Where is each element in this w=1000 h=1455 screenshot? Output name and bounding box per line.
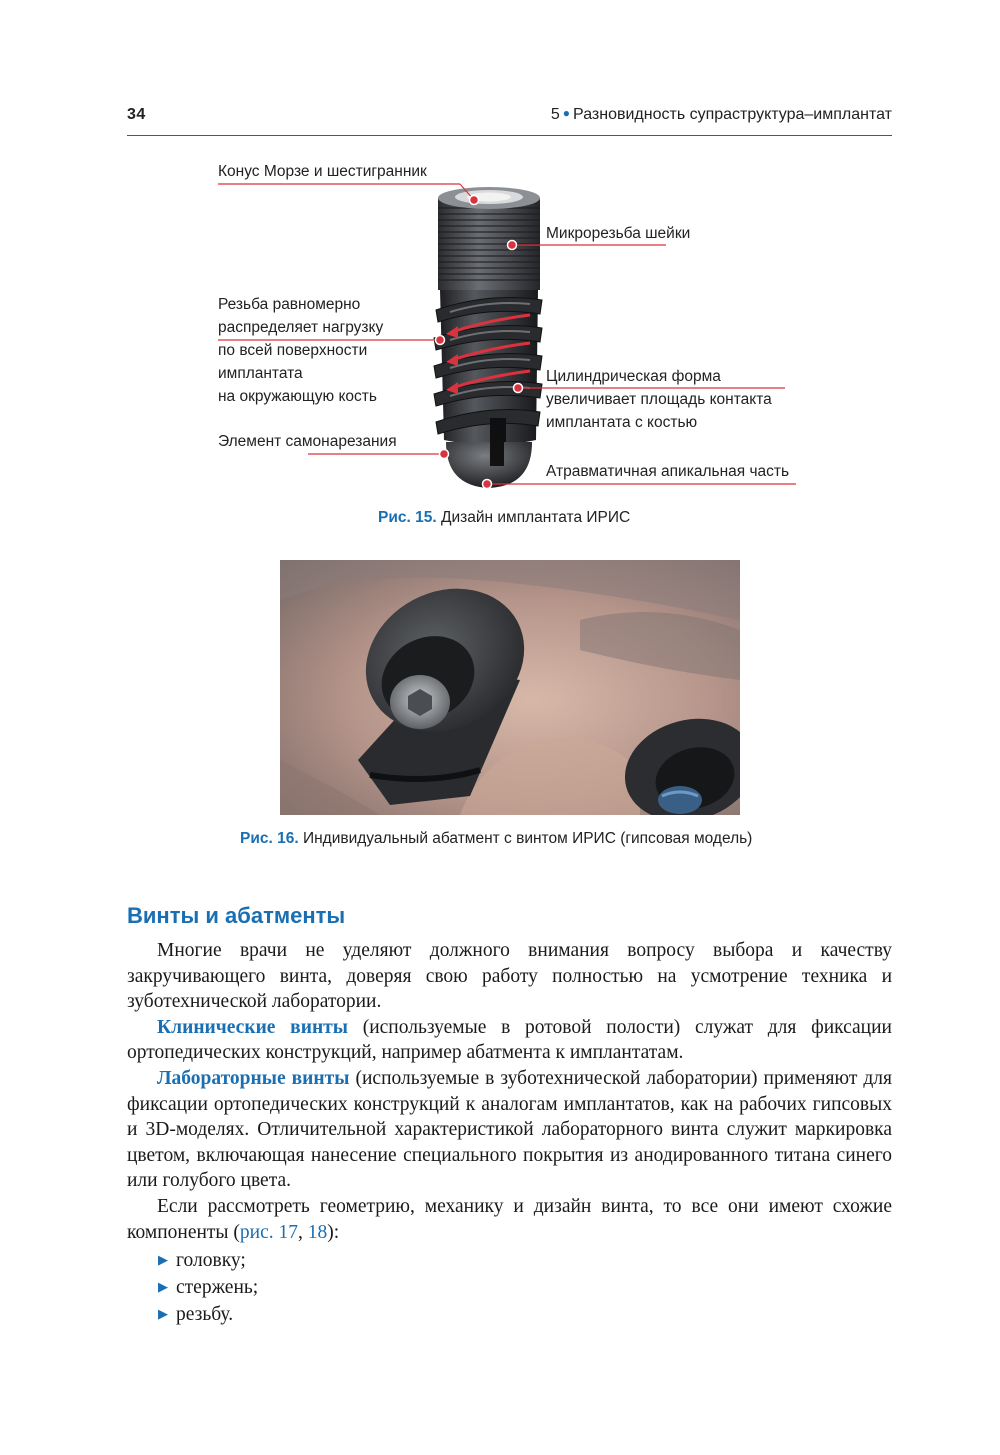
label-line: на окружающую кость: [218, 388, 377, 405]
section-heading: Винты и абатменты: [127, 903, 346, 928]
figure-16-caption: [240, 830, 752, 848]
paragraph: Многие врачи не уделяют должного внимания вопросу выбора и качеству закручивающего винта, доверяя свою работу полностью на усмотрение техника и зуботехнической лаборатории.: [127, 940, 892, 1013]
list-item-text: резьбу.: [176, 1304, 234, 1325]
paragraph-text: (используемые в ротовой полости) служат для фиксации ортопедических конструкций, например абатмента к имплантатам.: [127, 1016, 892, 1064]
figure-17-link[interactable]: рис. 17: [239, 1221, 298, 1243]
triangle-bullet-icon: ▶: [158, 1252, 168, 1267]
label-self-tapping: Элемент самонарезания: [218, 433, 397, 450]
bullet-dot-icon: ●: [562, 106, 571, 120]
list-item: [158, 1302, 258, 1329]
term-clinical-screws: Клинические винты: [157, 1016, 348, 1038]
header-rule: [127, 135, 892, 136]
caption-label: Рис. 15.: [378, 509, 437, 526]
figure-18-link[interactable]: 18: [307, 1221, 328, 1243]
label-cylinder: [546, 365, 816, 434]
figure-15-implant-diagram: [200, 150, 820, 500]
list-item-text: головку;: [176, 1250, 246, 1271]
term-lab-screws: Лабораторные винты: [157, 1067, 350, 1089]
implant-body: [434, 290, 542, 458]
paragraph-text: Если рассмотреть геометрию, механику и дизайн винта, то все они имеют схожие компоненты (: [127, 1195, 892, 1243]
paragraph: [127, 1066, 892, 1194]
paragraph-text: ):: [327, 1221, 340, 1243]
running-header: [127, 106, 892, 134]
label-thread-load: [218, 293, 418, 408]
chapter-title: Разновидность супраструктура–имплантат: [573, 106, 892, 123]
separator: ,: [298, 1221, 308, 1243]
abutment-photo: [280, 560, 740, 815]
triangle-bullet-icon: ▶: [158, 1279, 168, 1294]
chapter-heading: [551, 106, 892, 124]
triangle-bullet-icon: ▶: [158, 1306, 168, 1321]
label-microthread: Микрорезьба шейки: [546, 225, 691, 242]
figure-16-abutment-photo: [280, 560, 740, 815]
list-item: [158, 1248, 258, 1275]
label-line: по всей поверхности: [218, 342, 368, 359]
label-line: имплантата: [218, 365, 303, 382]
label-line: имплантата с костью: [546, 414, 698, 431]
caption-text: Дизайн имплантата ИРИС: [440, 509, 631, 526]
paragraph: [127, 1194, 892, 1245]
caption-label: Рис. 16.: [240, 830, 299, 847]
list-item: [158, 1275, 258, 1302]
label-morse-cone: Конус Морзе и шестигранник: [218, 163, 427, 180]
paragraph-text: (используемые в зуботехнической лаборатории) применяют для фиксации ортопедических конструкций к аналогам имплантатов, как на рабочих гипсовых и 3D-моделях. Отличительной характеристикой лабораторного винта служит маркировка цветом, включающая нанесение специального покрытия из анодированного титана синего или голубого цвета.: [127, 1067, 892, 1192]
label-line: Резьба равномерно: [218, 296, 361, 313]
label-line: увеличивает площадь контакта: [546, 391, 772, 408]
label-line: Цилиндрическая форма: [546, 368, 721, 385]
implant-collar: [438, 187, 540, 290]
label-apical: Атравматичная апикальная часть: [546, 463, 790, 480]
component-list: [158, 1248, 258, 1329]
chapter-number: 5: [550, 106, 560, 123]
section-body: [127, 938, 892, 1245]
paragraph: [127, 1015, 892, 1066]
caption-text: Индивидуальный абатмент с винтом ИРИС (гипсовая модель): [302, 830, 753, 847]
page-number: 34: [127, 106, 146, 123]
figure-15-caption: [378, 509, 630, 527]
label-line: распределяет нагрузку: [218, 319, 384, 336]
list-item-text: стержень;: [176, 1277, 259, 1298]
